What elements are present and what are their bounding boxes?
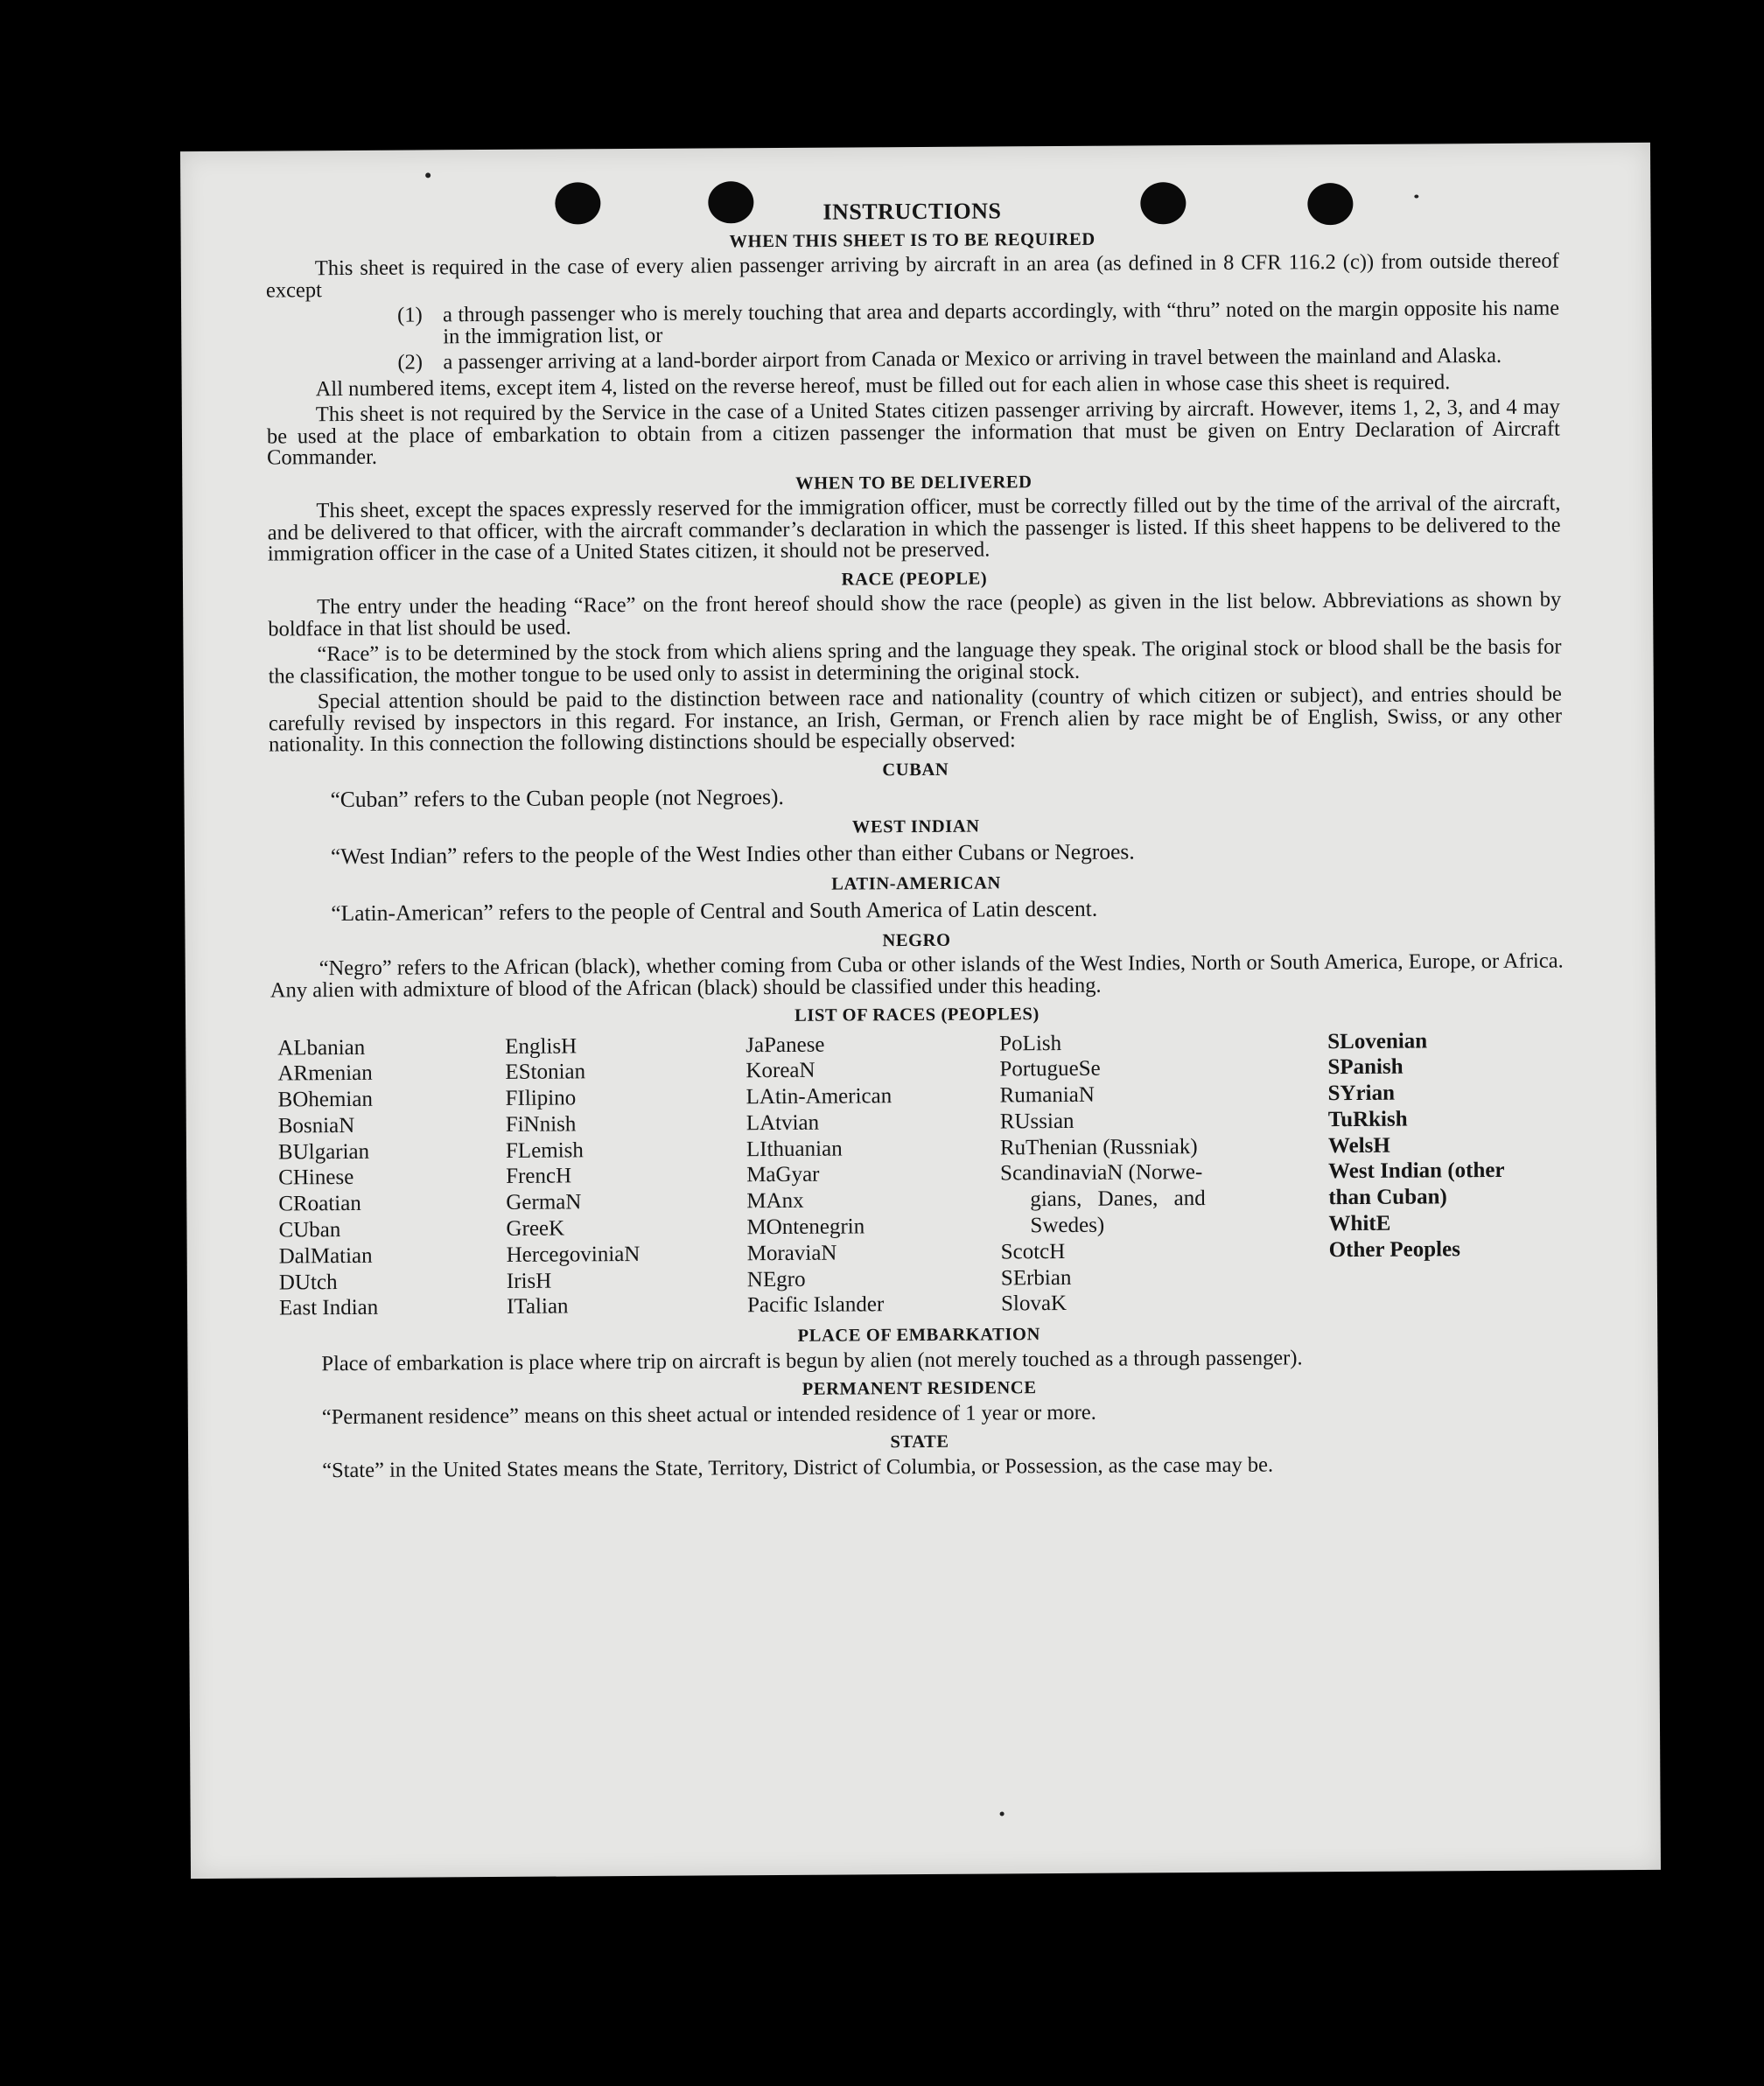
- race-item: PortugueSe: [999, 1057, 1101, 1082]
- definition: “West Indian” refers to the people of the West Indies other than either Cubans or Negroes.: [330, 838, 1135, 870]
- paragraph: The entry under the heading “Race” on the front hereof should show the race (people) as given in the list below. Abbreviations as shown by boldface in that list should be used.: [268, 587, 1562, 641]
- race-item: RUssian: [999, 1109, 1074, 1134]
- race-item: SLovenian: [1327, 1028, 1428, 1054]
- paragraph: All numbered items, except item 4, listed on the reverse hereof, must be filled out for each alien in whose case this sheet is required.: [315, 369, 1451, 401]
- race-item: KoreaN: [746, 1059, 816, 1083]
- race-item: BUlgarian: [277, 1139, 370, 1165]
- race-item: ScandinaviaN (Norwe-: [1000, 1160, 1203, 1186]
- paragraph: Special attention should be paid to the distinction between race and nationality (country of which citizen or subject), and entries should be carefully revised by inspectors in this regard. For instance, an Irish, German, or French alien by race might be of English, Swiss, or any other nationality. In this connection the following distinctions should be especially observed:: [268, 682, 1563, 757]
- section-heading: STATE: [890, 1432, 949, 1452]
- race-item: West Indian (other: [1328, 1158, 1505, 1184]
- race-item: SErbian: [1000, 1265, 1072, 1291]
- race-item: ITalian: [506, 1294, 569, 1320]
- paragraph: “Race” is to be determined by the stock from which aliens spring and the language they speak. The original stock or blood shall be the basis for the classification, the mother tongue to be used only to assist in determining the original stock.: [268, 634, 1562, 689]
- race-item: FiNnish: [505, 1112, 577, 1137]
- race-item: gians, Danes, and: [1030, 1186, 1206, 1212]
- definition: “Cuban” refers to the Cuban people (not Negroes).: [330, 783, 784, 813]
- race-item: SYrian: [1327, 1081, 1396, 1106]
- paragraph: “State” in the United States means the State, Territory, District of Columbia, or Possession, as the case may be.: [322, 1452, 1274, 1482]
- section-heading: CUBAN: [882, 760, 949, 780]
- race-item: Swedes): [1030, 1213, 1105, 1238]
- race-item: RumaniaN: [999, 1082, 1096, 1108]
- section-heading: LIST OF RACES (PEOPLES): [794, 1004, 1040, 1026]
- race-item: WelsH: [1327, 1133, 1390, 1158]
- item-number: (2): [397, 350, 424, 374]
- race-item: FrencH: [506, 1164, 572, 1189]
- item-text: a through passenger who is merely touching that area and departs accordingly, with “thru” noted on the margin opposite his name in the immigration list, or: [443, 296, 1560, 348]
- race-item: MoraviaN: [746, 1241, 837, 1266]
- paragraph: “Negro” refers to the African (black), whether coming from Cuba or other islands of the West Indies, North or South America, Europe, or Africa. Any alien with admixture of blood of the African (black) should be classified under this heading.: [270, 948, 1564, 1003]
- race-item: TuRkish: [1327, 1107, 1408, 1132]
- race-column: [999, 1029, 1329, 1318]
- race-column: [505, 1032, 747, 1320]
- race-item: BOhemian: [277, 1087, 374, 1112]
- race-item: LIthuanian: [746, 1137, 843, 1161]
- race-item: SPanish: [1327, 1054, 1404, 1080]
- list-item: [397, 343, 1559, 374]
- race-item: IrisH: [506, 1269, 552, 1293]
- definition: “Latin-American” refers to the people of Central and South America of Latin descent.: [331, 895, 1098, 927]
- section-heading: RACE (PEOPLE): [841, 569, 988, 590]
- race-list: [277, 1027, 1565, 1322]
- race-column: [277, 1033, 507, 1321]
- race-item: ARmenian: [277, 1061, 373, 1086]
- section-heading: WEST INDIAN: [851, 816, 980, 836]
- race-item: CHinese: [278, 1166, 354, 1190]
- race-item: CRoatian: [278, 1192, 361, 1216]
- race-item: ScotcH: [1000, 1239, 1066, 1264]
- race-column: [1327, 1027, 1572, 1315]
- paragraph: This sheet is not required by the Service in the case of a United States citizen passenger arriving by aircraft. However, items 1, 2, 3, and 4 may be used at the place of embarkation to obtain from a citizen passenger the information that must be given on Entry Declaration of Aircraft Commander.: [266, 395, 1561, 470]
- race-item: LAtvian: [746, 1110, 820, 1136]
- item-text: a passenger arriving at a land-border airport from Canada or Mexico or arriving in travel between the mainland and Alaska.: [443, 343, 1502, 374]
- section-heading: PERMANENT RESIDENCE: [802, 1378, 1037, 1400]
- race-item: PoLish: [999, 1031, 1062, 1055]
- race-item: NEgro: [746, 1267, 806, 1292]
- speck: [425, 172, 430, 178]
- race-item: GreeK: [506, 1216, 565, 1241]
- race-item: FIlipino: [505, 1086, 577, 1110]
- race-item: ALbanian: [277, 1035, 366, 1060]
- race-item: SlovaK: [1000, 1292, 1068, 1316]
- paragraph: “Permanent residence” means on this sheet actual or intended residence of 1 year or more.: [321, 1400, 1096, 1429]
- race-item: MaGyar: [746, 1163, 820, 1187]
- race-item: East Indian: [278, 1296, 379, 1320]
- race-item: JaPanese: [746, 1032, 825, 1057]
- race-item: DUtch: [278, 1270, 338, 1295]
- race-item: HercegoviniaN: [506, 1242, 640, 1267]
- instructions-content: [265, 198, 1566, 1487]
- paragraph: This sheet, except the spaces expressly reserved for the immigration officer, must be correctly filled out by the time of the arrival of the aircraft, and be delivered to that officer, with the aircraft commander’s declaration in which the passenger is listed. If this sheet happens to be delivered to the immigration officer in the case of a United States citizen, it should not be preserved.: [267, 491, 1561, 566]
- document-page: [180, 143, 1661, 1879]
- race-item: EnglisH: [505, 1033, 578, 1059]
- item-number: (1): [397, 303, 423, 327]
- section-heading: LATIN-AMERICAN: [831, 872, 1002, 894]
- section-heading: WHEN THIS SHEET IS TO BE REQUIRED: [729, 229, 1096, 251]
- race-item: MOntenegrin: [746, 1214, 865, 1240]
- race-item: EStonian: [505, 1060, 586, 1085]
- section-heading: PLACE OF EMBARKATION: [797, 1325, 1041, 1347]
- race-item: MAnx: [746, 1189, 804, 1214]
- race-item: CUban: [278, 1218, 341, 1242]
- paragraph: This sheet is required in the case of every alien passenger arriving by aircraft in an area (as defined in 8 CFR 116.2 (c)) from outside thereof except: [265, 248, 1559, 303]
- race-item: Pacific Islander: [746, 1292, 885, 1318]
- section-heading: NEGRO: [882, 930, 951, 950]
- section-heading: WHEN TO BE DELIVERED: [795, 472, 1032, 494]
- race-item: Other Peoples: [1328, 1237, 1460, 1263]
- race-column: [746, 1031, 1001, 1320]
- race-item: LAtin-American: [746, 1084, 892, 1110]
- race-item: GermaN: [506, 1190, 582, 1215]
- race-item: than Cuban): [1328, 1185, 1447, 1210]
- speck: [1000, 1811, 1004, 1816]
- paragraph: Place of embarkation is place where trip on aircraft is begun by alien (not merely touched as a through passenger).: [321, 1346, 1303, 1376]
- race-item: BosniaN: [277, 1113, 355, 1138]
- race-item: FLemish: [505, 1138, 584, 1163]
- list-item: [397, 298, 1559, 348]
- page-title: INSTRUCTIONS: [822, 198, 1002, 225]
- race-item: WhitE: [1328, 1211, 1391, 1236]
- race-item: RuThenian (Russniak): [999, 1134, 1198, 1160]
- race-item: DalMatian: [278, 1243, 373, 1269]
